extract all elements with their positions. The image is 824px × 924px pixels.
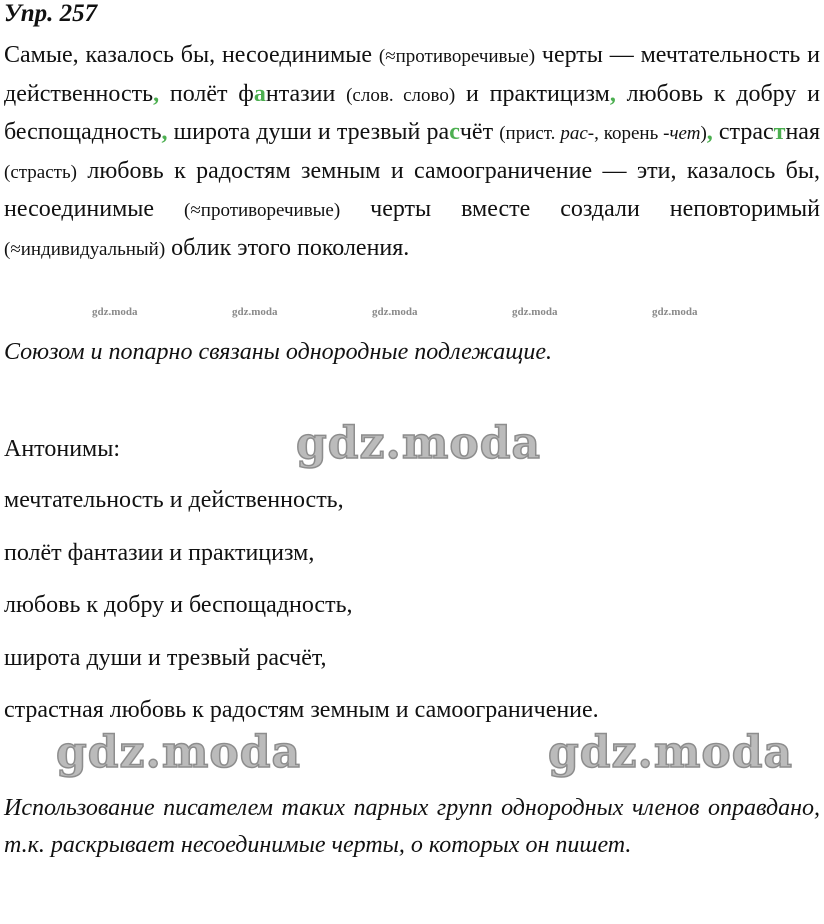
- etymology-note: (страсть): [4, 161, 77, 183]
- text-segment: стра: [712, 119, 763, 145]
- text-segment: широта души и трезвый ра: [167, 119, 450, 145]
- note-part: ): [700, 123, 707, 144]
- watermark-small: gdz.moda: [232, 306, 278, 318]
- text-segment: любовь к радостям земным и самоограничение — эти, казалось бы, несоединимые: [4, 157, 820, 222]
- watermark-small: gdz.moda: [512, 306, 558, 318]
- antonym-pair: широта души и трезвый расчёт,: [4, 644, 327, 671]
- morpheme-note: [499, 123, 707, 144]
- exercise-title: Упр. 257: [4, 0, 98, 27]
- text-segment: Самые, казалось бы, несоединимые: [4, 42, 379, 68]
- highlighted-letter: т: [773, 119, 786, 145]
- text-letter: с: [763, 119, 774, 145]
- synonym-note: (≈противоречивые): [378, 46, 536, 67]
- watermark-logo: gdz.moda: [548, 727, 794, 778]
- watermark-logo: gdz.moda: [296, 418, 542, 469]
- text-segment: любовь к добру и беспощадность: [4, 80, 821, 145]
- note-root: чет: [669, 123, 701, 144]
- text-segment: нтазии: [265, 80, 347, 107]
- text-segment: черты — мечтательность и действенность: [4, 42, 820, 107]
- text-segment: полёт ф: [159, 80, 254, 107]
- highlighted-comma: ,: [161, 119, 168, 145]
- antonyms-heading: Антонимы:: [4, 436, 121, 462]
- highlighted-comma: ,: [609, 80, 616, 107]
- text-segment: облик этого поколения.: [165, 234, 410, 261]
- syntax-note: Союзом и попарно связаны однородные подлежащие.: [4, 339, 552, 365]
- note-prefix: рас-: [560, 123, 595, 144]
- watermark-small: gdz.moda: [372, 306, 418, 318]
- synonym-note: (≈индивидуальный): [4, 238, 166, 260]
- note-part: , корень -: [594, 123, 670, 144]
- conclusion-text: Использование писателем таких парных групп однородных членов оправдано, т.к. раскрывает несоединимые черты, о которых он пишет.: [4, 795, 820, 858]
- watermark-small: gdz.moda: [92, 306, 138, 318]
- antonym-pair: мечтательность и действенность,: [4, 487, 344, 513]
- etymology-note: (слов. слово): [346, 84, 456, 106]
- text-segment: чёт: [459, 119, 500, 145]
- highlighted-comma: ,: [153, 80, 160, 107]
- highlighted-letter: а: [253, 80, 266, 107]
- text-segment: черты вместе создали неповторимый: [340, 196, 820, 222]
- antonym-pair: полёт фантазии и практицизм,: [4, 539, 315, 566]
- antonym-pair: любовь к добру и беспощадность,: [4, 592, 353, 618]
- watermark-logo: gdz.moda: [56, 727, 302, 778]
- text-segment: ная: [785, 119, 820, 145]
- watermark-small: gdz.moda: [652, 306, 698, 318]
- highlighted-comma: ,: [706, 119, 713, 145]
- highlighted-letter: с: [449, 119, 460, 145]
- antonym-pair: страстная любовь к радостям земным и самоограничение.: [4, 697, 599, 723]
- synonym-note: (≈противоречивые): [184, 200, 341, 221]
- note-part: (прист.: [499, 123, 561, 144]
- text-segment: и практицизм: [455, 80, 610, 107]
- antonym-list: [4, 482, 599, 745]
- exercise-paragraph: [4, 37, 820, 268]
